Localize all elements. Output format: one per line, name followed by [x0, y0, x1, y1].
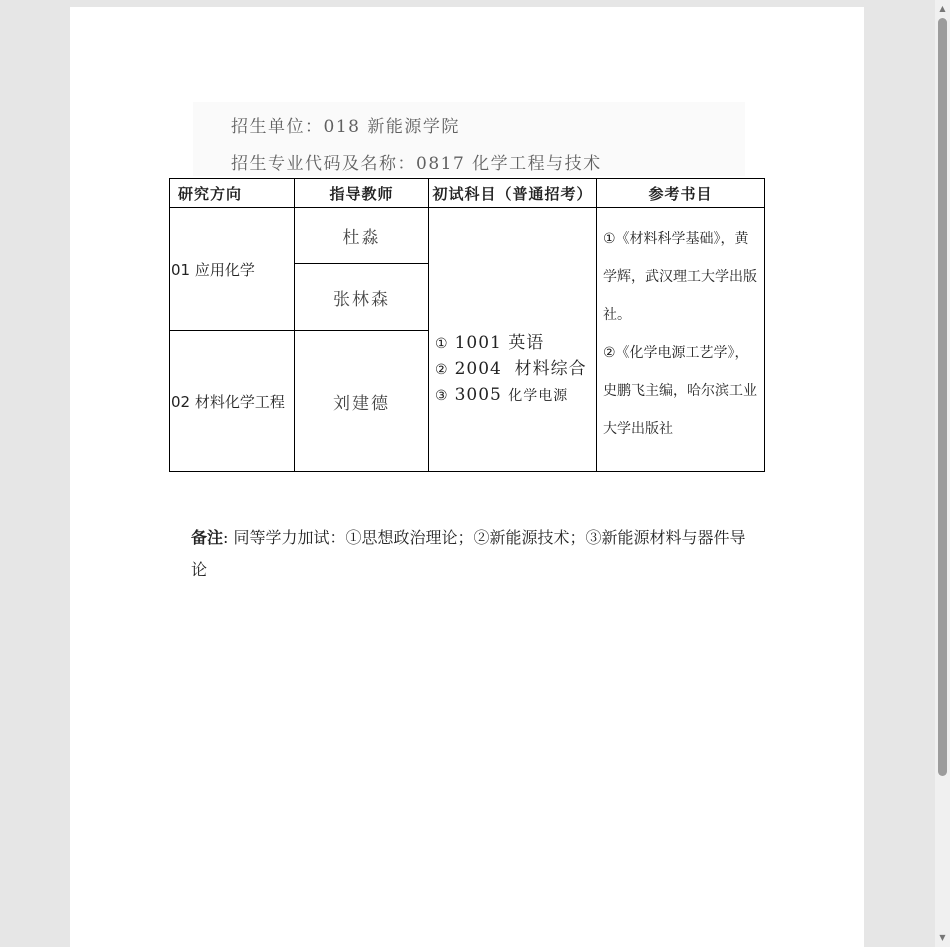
remarks-label: 备注	[191, 528, 224, 547]
header-exam-subjects: 初试科目（普通招考）	[429, 179, 597, 208]
reference-book: ②《化学电源工艺学》，史鹏飞主编，哈尔滨工业大学出版社	[603, 345, 757, 437]
vertical-scrollbar[interactable]	[935, 0, 950, 947]
teacher-cell: 杜淼	[295, 208, 429, 264]
direction-02: 02 材料化学工程	[170, 331, 295, 472]
exam-subject: ① 1001 英语	[435, 332, 545, 353]
remarks	[191, 522, 751, 586]
remarks-text: : 同等学力加试：①思想政治理论；②新能源技术；③新能源材料与器件导论	[191, 528, 746, 579]
table-row	[170, 208, 765, 264]
admission-header	[193, 102, 745, 176]
direction-01: 01 应用化学	[170, 208, 295, 331]
exam-subjects-cell	[429, 208, 597, 472]
reference-book: ①《材料科学基础》，黄学辉，武汉理工大学出版社。	[603, 231, 757, 323]
scroll-thumb[interactable]	[938, 18, 947, 776]
teacher-cell: 张林森	[295, 264, 429, 331]
scroll-up-arrow-icon[interactable]: ▲	[939, 4, 946, 13]
exam-subject: ② 2004 材料综合	[435, 358, 587, 379]
scroll-down-arrow-icon[interactable]: ▼	[939, 933, 946, 942]
table-header-row	[170, 179, 765, 208]
exam-subject: ③ 3005 化学电源	[435, 384, 569, 405]
document-page	[70, 7, 864, 947]
admission-unit: 招生单位：018 新能源学院	[231, 117, 460, 137]
teacher-cell: 刘建德	[295, 331, 429, 472]
header-reference-books: 参考书目	[597, 179, 765, 208]
reference-books-cell	[597, 208, 765, 472]
header-research-direction: 研究方向	[170, 179, 295, 208]
admission-major: 招生专业代码及名称：0817 化学工程与技术	[231, 154, 602, 174]
admission-table	[169, 178, 765, 472]
header-supervisor: 指导教师	[295, 179, 429, 208]
